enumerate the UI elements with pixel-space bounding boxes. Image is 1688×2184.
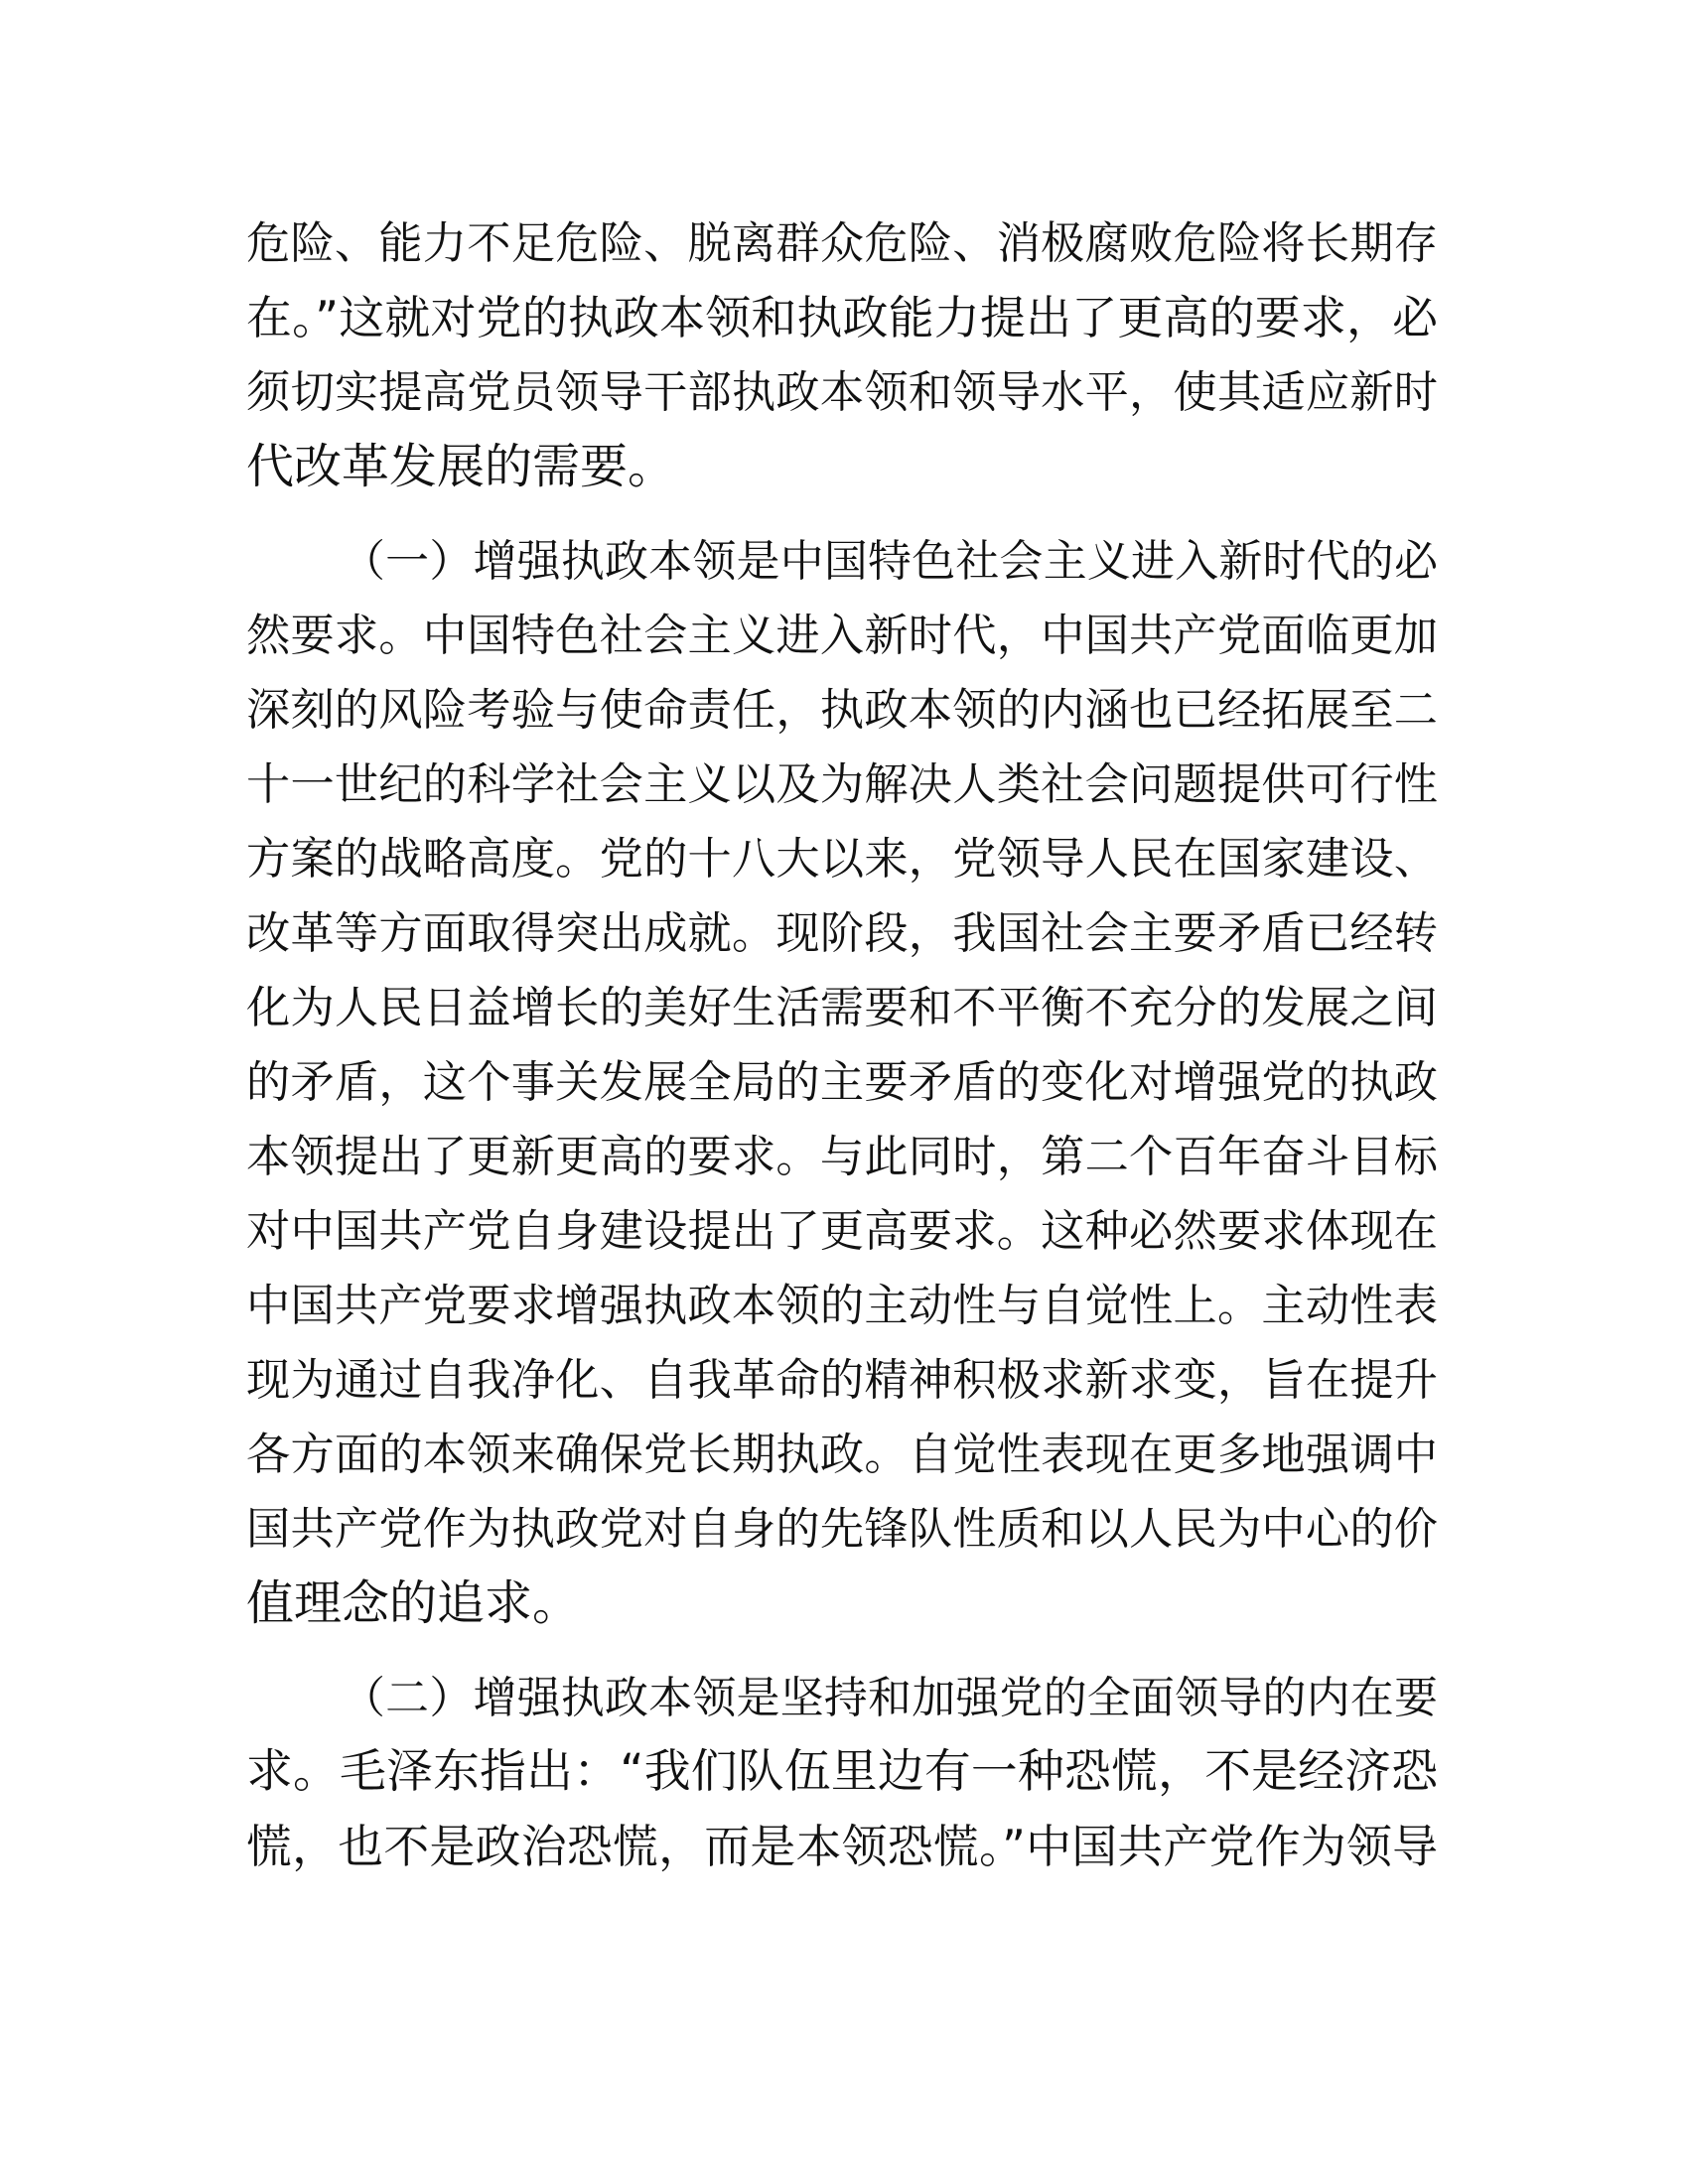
text-line: 改革等方面取得突出成就。现阶段，我国社会主要矛盾已经转 — [246, 908, 1438, 959]
text-line: 值理念的追求。 — [246, 1575, 581, 1631]
text-line: 化为人民日益增长的美好生活需要和不平衡不充分的发展之间 — [246, 983, 1438, 1033]
text-line: 方案的战略高度。党的十八大以来，党领导人民在国家建设、 — [246, 834, 1438, 885]
document-body — [246, 206, 1438, 1884]
text-line: 求。毛泽东指出：“我们队伍里边有一种恐慌，不是经济恐 — [246, 1745, 1438, 1799]
text-line: （二）增强执政本领是坚持和加强党的全面领导的内在要 — [342, 1673, 1438, 1723]
text-line: 本领提出了更新更高的要求。与此同时，第二个百年奋斗目标 — [246, 1132, 1438, 1182]
text-line: 对中国共产党自身建设提出了更高要求。这种必然要求体现在 — [246, 1206, 1438, 1257]
text-line: 各方面的本领来确保党长期执政。自觉性表现在更多地强调中 — [246, 1430, 1438, 1480]
text-line: 的矛盾，这个事关发展全局的主要矛盾的变化对增强党的执政 — [246, 1057, 1438, 1108]
paragraph-spacer — [246, 1641, 1438, 1661]
text-line: 在。”这就对党的执政本领和执政能力提出了更高的要求，必 — [246, 291, 1438, 344]
text-line: （一）增强执政本领是中国特色社会主义进入新时代的必 — [342, 536, 1438, 587]
text-line: 十一世纪的科学社会主义以及为解决人类社会问题提供可行性 — [246, 759, 1438, 810]
paragraph-spacer — [246, 504, 1438, 524]
text-line: 然要求。中国特色社会主义进入新时代，中国共产党面临更加 — [246, 611, 1438, 661]
text-line: 慌，也不是政治恐慌，而是本领恐慌。”中国共产党作为领导 — [246, 1820, 1438, 1873]
paragraph-3 — [246, 1661, 1438, 1884]
text-line: 须切实提高党员领导干部执政本领和领导水平，使其适应新时 — [246, 367, 1438, 418]
text-line: 代改革发展的需要。 — [246, 439, 676, 494]
paragraph-1 — [246, 206, 1438, 504]
paragraph-2 — [246, 524, 1438, 1641]
text-line: 现为通过自我净化、自我革命的精神积极求新求变，旨在提升 — [246, 1355, 1438, 1406]
text-line: 中国共产党要求增强执政本领的主动性与自觉性上。主动性表 — [246, 1281, 1438, 1331]
text-line: 深刻的风险考验与使命责任，执政本领的内涵也已经拓展至二 — [246, 685, 1438, 736]
text-line: 危险、能力不足危险、脱离群众危险、消极腐败危险将长期存 — [246, 218, 1438, 269]
text-line: 国共产党作为执政党对自身的先锋队性质和以人民为中心的价 — [246, 1504, 1438, 1555]
